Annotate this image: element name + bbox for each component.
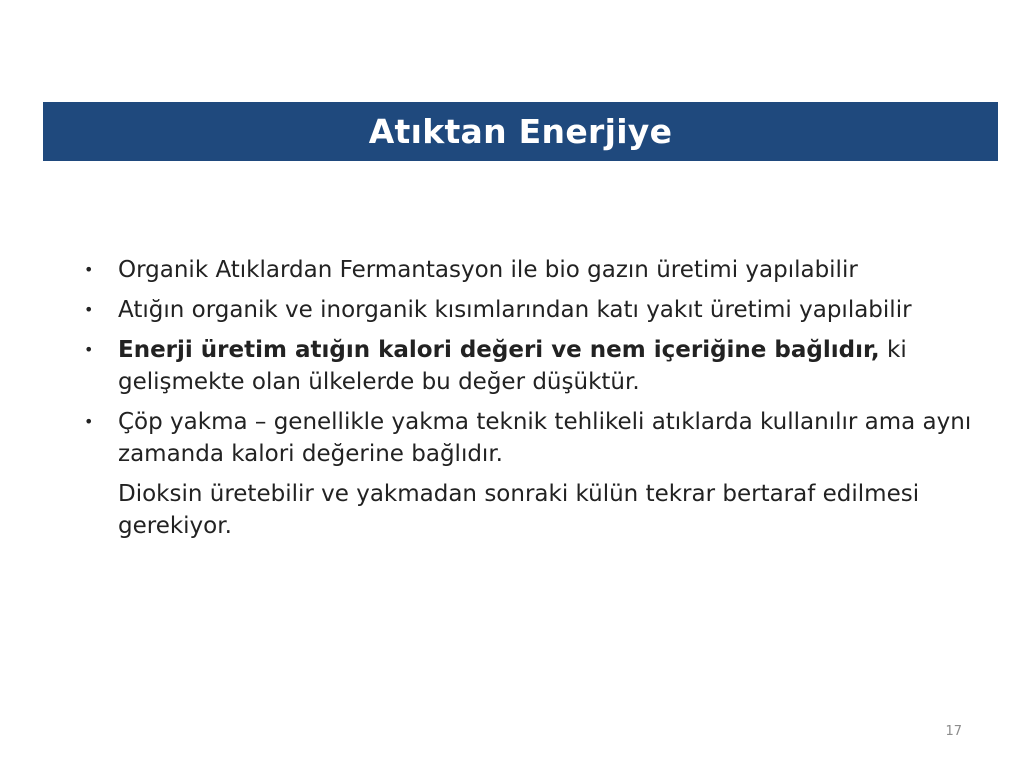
list-item (78, 294, 978, 326)
bullet-icon: • (84, 300, 94, 319)
bullet-icon: • (84, 340, 94, 359)
bullet-icon: • (84, 260, 94, 279)
title-bar (43, 102, 998, 161)
list-item (78, 406, 978, 470)
continuation-text: Dioksin üretebilir ve yakmadan sonraki külün tekrar bertaraf edilmesi gerekiyor. (118, 481, 920, 539)
bullet-icon: • (84, 412, 94, 431)
bullet-text: Organik Atıklardan Fermantasyon ile bio gazın üretimi yapılabilir (118, 257, 858, 283)
bullet-text: ki gelişmekte olan ülkelerde bu değer düşüktür. (118, 337, 907, 395)
slide-title: Atıktan Enerjiye (368, 112, 673, 151)
bullet-text: Çöp yakma – genellikle yakma teknik tehlikeli atıklarda kullanılır ama aynı zamanda kalori değerine bağlıdır. (118, 409, 972, 467)
continuation-paragraph (78, 478, 978, 542)
list-item (78, 254, 978, 286)
list-item (78, 334, 978, 398)
bullet-bold-text: Enerji üretim atığın kalori değeri ve nem içeriğine bağlıdır, (118, 337, 880, 363)
bullet-list (78, 254, 978, 550)
page-number: 17 (945, 724, 962, 739)
bullet-text: Atığın organik ve inorganik kısımlarından katı yakıt üretimi yapılabilir (118, 297, 912, 323)
